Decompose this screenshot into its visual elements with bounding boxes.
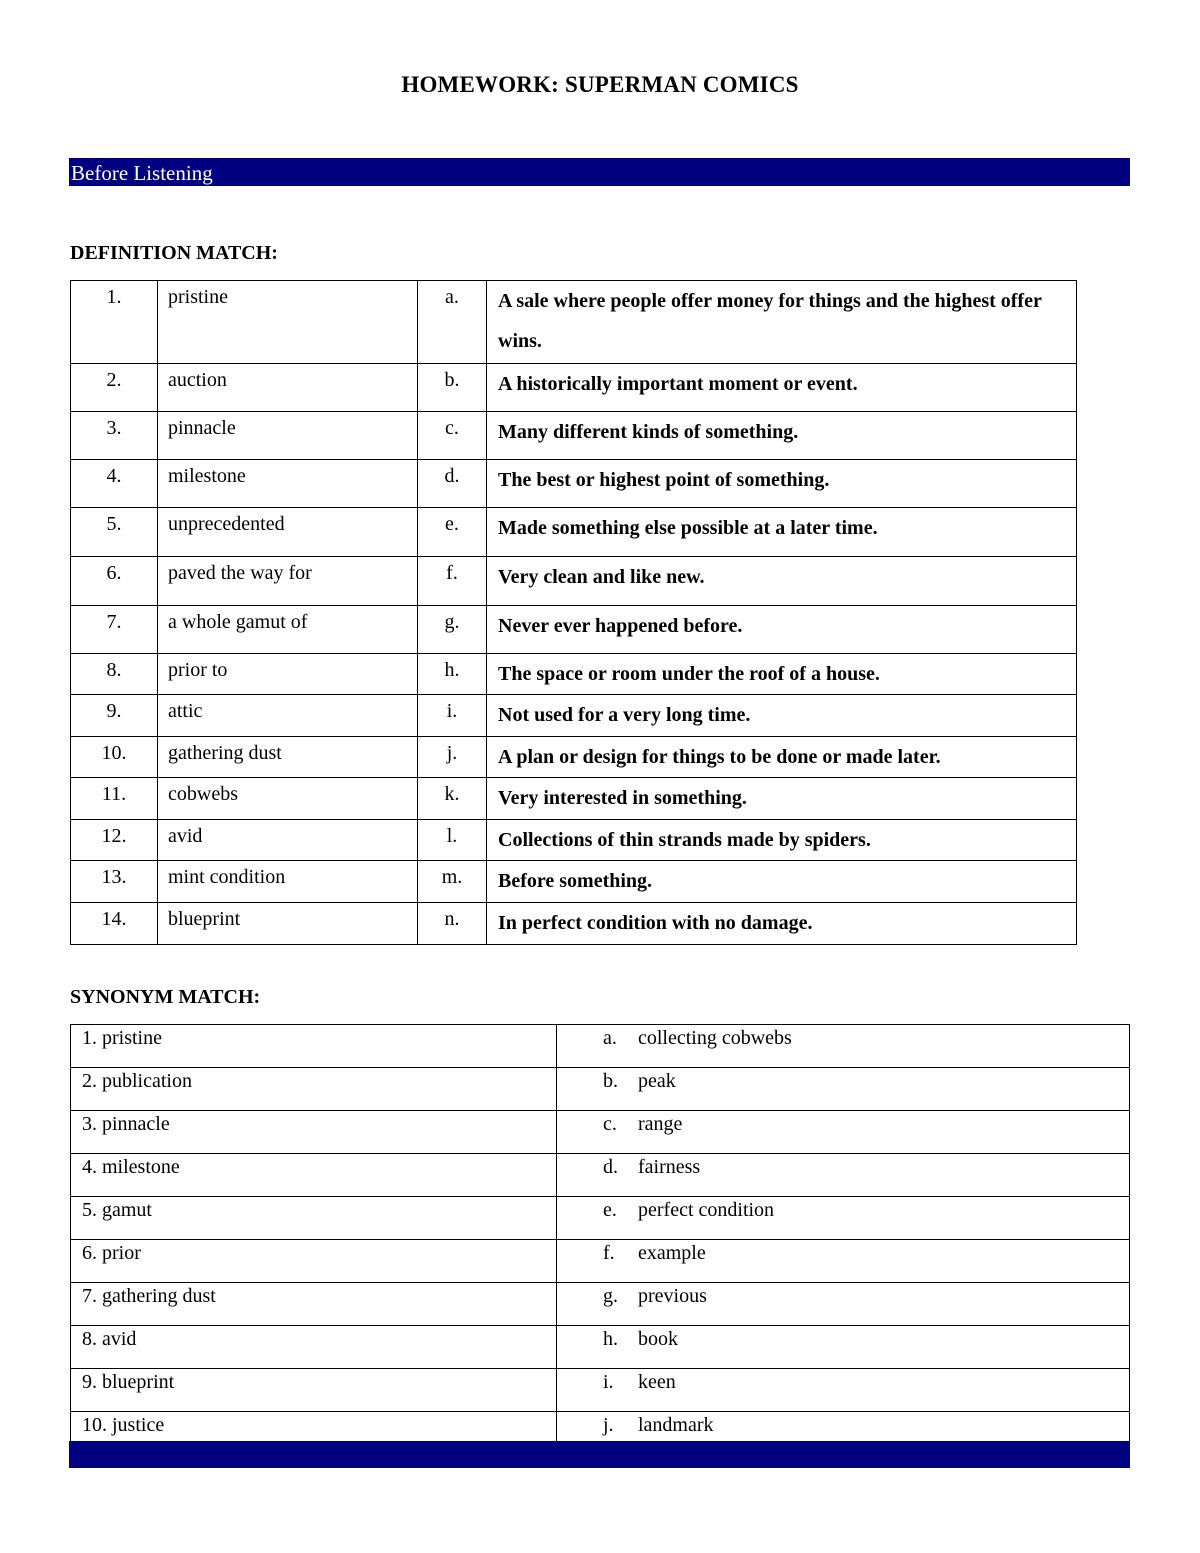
- option-text: range: [638, 1113, 683, 1135]
- synonym-term: 1. pristine: [71, 1025, 557, 1068]
- page-title: HOMEWORK: SUPERMAN COMICS: [401, 72, 799, 97]
- table-row: [71, 1326, 1130, 1369]
- option-text: previous: [638, 1285, 707, 1307]
- term: unprecedented: [158, 508, 418, 557]
- synonym-term: 10. justice: [71, 1412, 557, 1455]
- table-row: [71, 903, 1077, 945]
- row-number: 6.: [71, 557, 158, 606]
- definition: Very interested in something.: [487, 778, 1077, 820]
- definition-letter: a.: [418, 281, 487, 364]
- table-row: [71, 695, 1077, 737]
- table-row: [71, 1369, 1130, 1412]
- definition: Collections of thin strands made by spiders.: [487, 820, 1077, 861]
- table-row: [71, 1068, 1130, 1111]
- definition-letter: h.: [418, 654, 487, 695]
- definition: The space or room under the roof of a house.: [487, 654, 1077, 695]
- definition-match-table: [70, 280, 1077, 945]
- definition-letter: c.: [418, 412, 487, 460]
- synonym-option: [557, 1197, 1130, 1240]
- row-number: 11.: [71, 778, 158, 820]
- definition-letter: k.: [418, 778, 487, 820]
- table-row: [71, 460, 1077, 508]
- synonym-term: 3. pinnacle: [71, 1111, 557, 1154]
- definition: Many different kinds of something.: [487, 412, 1077, 460]
- table-row: [71, 778, 1077, 820]
- row-number: 8.: [71, 654, 158, 695]
- synonym-option: [557, 1369, 1130, 1412]
- option-letter: a.: [603, 1027, 617, 1049]
- definition: A plan or design for things to be done or made later.: [487, 737, 1077, 778]
- term: avid: [158, 820, 418, 861]
- synonym-option: [557, 1025, 1130, 1068]
- term: pinnacle: [158, 412, 418, 460]
- row-number: 3.: [71, 412, 158, 460]
- definition: A sale where people offer money for things and the highest offer wins.: [487, 281, 1077, 364]
- term: gathering dust: [158, 737, 418, 778]
- definition-letter: b.: [418, 364, 487, 412]
- table-row: [71, 1240, 1130, 1283]
- synonym-match-label: SYNONYM MATCH:: [70, 986, 261, 1008]
- definition-letter: e.: [418, 508, 487, 557]
- term: pristine: [158, 281, 418, 364]
- table-row: [71, 364, 1077, 412]
- definition-letter: l.: [418, 820, 487, 861]
- table-row: [71, 606, 1077, 654]
- option-text: example: [638, 1242, 706, 1264]
- definition-letter: g.: [418, 606, 487, 654]
- row-number: 13.: [71, 861, 158, 903]
- synonym-term: 4. milestone: [71, 1154, 557, 1197]
- table-row: [71, 1154, 1130, 1197]
- table-row: [71, 861, 1077, 903]
- table-row: [71, 1283, 1130, 1326]
- synonym-term: 9. blueprint: [71, 1369, 557, 1412]
- section-header: Before Listening: [69, 158, 1130, 186]
- synonym-option: [557, 1240, 1130, 1283]
- row-number: 1.: [71, 281, 158, 364]
- definition-letter: f.: [418, 557, 487, 606]
- row-number: 10.: [71, 737, 158, 778]
- term: attic: [158, 695, 418, 737]
- table-row: [71, 1111, 1130, 1154]
- option-letter: g.: [603, 1285, 618, 1307]
- definition: Not used for a very long time.: [487, 695, 1077, 737]
- option-text: perfect condition: [638, 1199, 775, 1221]
- option-text: landmark: [638, 1414, 714, 1436]
- term: paved the way for: [158, 557, 418, 606]
- definition: The best or highest point of something.: [487, 460, 1077, 508]
- synonym-option: [557, 1326, 1130, 1369]
- option-letter: e.: [603, 1199, 617, 1221]
- term: milestone: [158, 460, 418, 508]
- option-text: collecting cobwebs: [638, 1027, 792, 1049]
- table-row: [71, 412, 1077, 460]
- definition: Made something else possible at a later time.: [487, 508, 1077, 557]
- definition: In perfect condition with no damage.: [487, 903, 1077, 945]
- synonym-option: [557, 1283, 1130, 1326]
- synonym-option: [557, 1068, 1130, 1111]
- row-number: 9.: [71, 695, 158, 737]
- row-number: 7.: [71, 606, 158, 654]
- definition: A historically important moment or event.: [487, 364, 1077, 412]
- term: mint condition: [158, 861, 418, 903]
- option-letter: f.: [603, 1242, 615, 1264]
- option-text: peak: [638, 1070, 676, 1092]
- synonym-match-table: [70, 1024, 1130, 1455]
- table-row: [71, 281, 1077, 364]
- synonym-term: 2. publication: [71, 1068, 557, 1111]
- definition: Never ever happened before.: [487, 606, 1077, 654]
- option-text: fairness: [638, 1156, 701, 1178]
- table-row: [71, 557, 1077, 606]
- row-number: 12.: [71, 820, 158, 861]
- option-letter: i.: [603, 1371, 614, 1393]
- option-letter: c.: [603, 1113, 617, 1135]
- option-text: keen: [638, 1371, 676, 1393]
- row-number: 4.: [71, 460, 158, 508]
- option-letter: h.: [603, 1328, 618, 1350]
- option-letter: b.: [603, 1070, 618, 1092]
- synonym-term: 5. gamut: [71, 1197, 557, 1240]
- definition-letter: m.: [418, 861, 487, 903]
- synonym-option: [557, 1154, 1130, 1197]
- table-row: [71, 1025, 1130, 1068]
- table-row: [71, 737, 1077, 778]
- synonym-term: 6. prior: [71, 1240, 557, 1283]
- definition-letter: d.: [418, 460, 487, 508]
- definition-letter: i.: [418, 695, 487, 737]
- table-row: [71, 508, 1077, 557]
- table-row: [71, 1197, 1130, 1240]
- definition: Before something.: [487, 861, 1077, 903]
- option-text: book: [638, 1328, 678, 1350]
- definition-letter: j.: [418, 737, 487, 778]
- definition: Very clean and like new.: [487, 557, 1077, 606]
- option-letter: j.: [603, 1414, 614, 1436]
- term: cobwebs: [158, 778, 418, 820]
- table-row: [71, 820, 1077, 861]
- term: blueprint: [158, 903, 418, 945]
- synonym-option: [557, 1111, 1130, 1154]
- synonym-term: 8. avid: [71, 1326, 557, 1369]
- synonym-term: 7. gathering dust: [71, 1283, 557, 1326]
- row-number: 2.: [71, 364, 158, 412]
- definition-letter: n.: [418, 903, 487, 945]
- option-letter: d.: [603, 1156, 618, 1178]
- table-row: [71, 654, 1077, 695]
- term: a whole gamut of: [158, 606, 418, 654]
- footer-bar: [69, 1441, 1130, 1468]
- term: prior to: [158, 654, 418, 695]
- row-number: 14.: [71, 903, 158, 945]
- row-number: 5.: [71, 508, 158, 557]
- term: auction: [158, 364, 418, 412]
- definition-match-label: DEFINITION MATCH:: [70, 242, 278, 264]
